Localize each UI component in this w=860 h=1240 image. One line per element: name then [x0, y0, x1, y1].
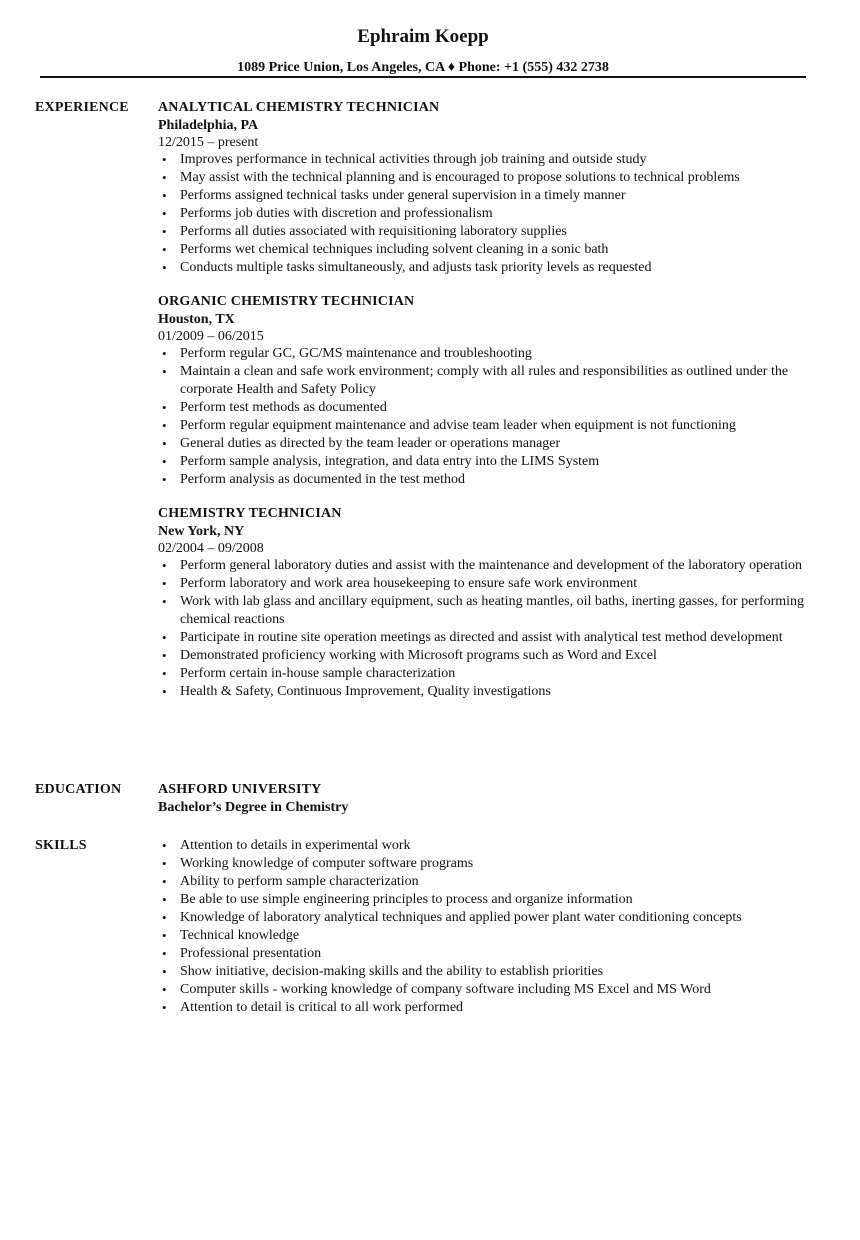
skills-heading: SKILLS [35, 838, 87, 853]
job-dates: 01/2009 – 06/2015 [158, 329, 264, 344]
job-duties-list [158, 557, 810, 701]
list-item: • Be able to use simple engineering principles to process and organize information [180, 891, 810, 909]
list-item: • Perform sample analysis, integration, and data entry into the LIMS System [180, 453, 810, 471]
list-item: • Performs all duties associated with requisitioning laboratory supplies [180, 223, 810, 241]
list-item: • Computer skills - working knowledge of company software including MS Excel and MS Word [180, 981, 810, 999]
list-item: • Demonstrated proficiency working with Microsoft programs such as Word and Excel [180, 647, 810, 665]
list-item: • Work with lab glass and ancillary equipment, such as heating mantles, oil baths, inerting gasses, for performing chemical reactions [180, 593, 810, 629]
education-body [158, 781, 810, 817]
list-item: • Conducts multiple tasks simultaneously, and adjusts task priority levels as requested [180, 259, 810, 277]
list-item: • Perform regular equipment maintenance and advise team leader when equipment is not functioning [180, 417, 810, 435]
list-item: • Perform certain in-house sample characterization [180, 665, 810, 683]
list-item: • Attention to detail is critical to all work performed [180, 999, 810, 1017]
job-title: ORGANIC CHEMISTRY TECHNICIAN [158, 294, 415, 309]
list-item: • Working knowledge of computer software programs [180, 855, 810, 873]
experience-body [158, 99, 810, 717]
school-name: ASHFORD UNIVERSITY [158, 782, 322, 797]
list-item: • Perform test methods as documented [180, 399, 810, 417]
list-item: • Perform analysis as documented in the test method [180, 471, 810, 489]
list-item: • Attention to details in experimental work [180, 837, 810, 855]
list-item: • Knowledge of laboratory analytical techniques and applied power plant water conditioning concepts [180, 909, 810, 927]
job-location: New York, NY [158, 524, 245, 539]
experience-heading: EXPERIENCE [35, 100, 129, 115]
list-item: • Participate in routine site operation meetings as directed and assist with analytical test method development [180, 629, 810, 647]
list-item: • Performs assigned technical tasks under general supervision in a timely manner [180, 187, 810, 205]
list-item: • Performs job duties with discretion and professionalism [180, 205, 810, 223]
job-entry [158, 505, 810, 701]
list-item: • General duties as directed by the team leader or operations manager [180, 435, 810, 453]
education-heading: EDUCATION [35, 782, 122, 797]
list-item: • Show initiative, decision-making skills and the ability to establish priorities [180, 963, 810, 981]
job-entry [158, 293, 810, 489]
job-duties-list [158, 345, 810, 489]
list-item: • Perform general laboratory duties and assist with the maintenance and development of the laboratory operation [180, 557, 810, 575]
job-location: Houston, TX [158, 312, 235, 327]
job-title: CHEMISTRY TECHNICIAN [158, 506, 342, 521]
list-item: • May assist with the technical planning and is encouraged to propose solutions to technical problems [180, 169, 810, 187]
contact-line: 1089 Price Union, Los Angeles, CA ♦ Phone: +1 (555) 432 2738 [237, 60, 609, 75]
job-title: ANALYTICAL CHEMISTRY TECHNICIAN [158, 100, 440, 115]
list-item: • Perform regular GC, GC/MS maintenance and troubleshooting [180, 345, 810, 363]
list-item: • Performs wet chemical techniques including solvent cleaning in a sonic bath [180, 241, 810, 259]
job-entry [158, 99, 810, 277]
job-dates: 02/2004 – 09/2008 [158, 541, 264, 556]
job-dates: 12/2015 – present [158, 135, 259, 150]
header-divider [40, 76, 806, 78]
list-item: • Ability to perform sample characterization [180, 873, 810, 891]
skills-body [158, 837, 810, 1017]
job-location: Philadelphia, PA [158, 118, 259, 133]
skills-list [158, 837, 810, 1017]
candidate-name: Ephraim Koepp [357, 26, 489, 47]
list-item: • Improves performance in technical activities through job training and outside study [180, 151, 810, 169]
job-duties-list [158, 151, 810, 277]
degree: Bachelor’s Degree in Chemistry [158, 800, 349, 815]
list-item: • Technical knowledge [180, 927, 810, 945]
list-item: • Professional presentation [180, 945, 810, 963]
resume-header [40, 25, 806, 77]
list-item: • Maintain a clean and safe work environment; comply with all rules and responsibilities as outlined under the corporate Health and Safety Policy [180, 363, 810, 399]
list-item: • Health & Safety, Continuous Improvement, Quality investigations [180, 683, 810, 701]
list-item: • Perform laboratory and work area housekeeping to ensure safe work environment [180, 575, 810, 593]
